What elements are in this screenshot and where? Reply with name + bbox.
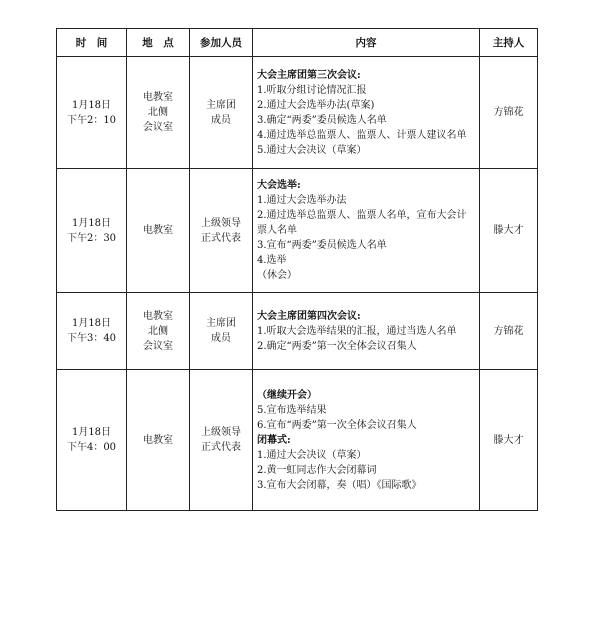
- place-cell: [127, 57, 190, 169]
- time-cell: [57, 370, 127, 511]
- time-text: 下午2：10: [66, 114, 117, 126]
- content-item: 4.通过选举总监票人、监票人、计票人建议名单: [257, 129, 467, 141]
- header-content: 内容: [253, 29, 480, 57]
- date-text: 1月18日: [71, 427, 112, 438]
- meeting-schedule-table: [56, 28, 538, 511]
- attendees-cell: [190, 57, 253, 169]
- content-item: 5.通过大会决议（草案）: [257, 144, 367, 156]
- place-line: 北侧: [148, 325, 168, 337]
- content-cell: [253, 57, 480, 169]
- content-item: 3.确定“两委”委员候选人名单: [257, 114, 387, 126]
- header-host: 主持人: [480, 29, 538, 57]
- table-row: [57, 169, 538, 293]
- time-cell: [57, 293, 127, 370]
- place-line: 电教室: [143, 225, 173, 236]
- table-row: [57, 293, 538, 370]
- content-item: 6.宣布“两委”第一次全体会议召集人: [257, 419, 417, 431]
- attendees-line: 上级领导: [201, 427, 241, 438]
- content-item: 5.宣布选举结果: [257, 404, 327, 416]
- table-row: [57, 370, 538, 511]
- place-cell: [127, 169, 190, 293]
- content-title: （继续开会）: [257, 389, 317, 401]
- attendees-line: 成员: [211, 333, 231, 344]
- attendees-cell: [190, 169, 253, 293]
- place-line: 电教室: [143, 434, 173, 446]
- content-item: 3.宣布“两委”委员候选人名单: [257, 240, 387, 251]
- date-text: 1月18日: [71, 99, 112, 111]
- content-item: 1.通过大会决议（草案）: [257, 449, 367, 461]
- content-title: 大会主席团第三次会议:: [257, 69, 361, 81]
- time-text: 下午4：00: [66, 442, 117, 453]
- header-time: 时 间: [57, 29, 127, 57]
- content-item: 3.宣布大会闭幕，奏（唱）《国际歌》: [257, 479, 422, 491]
- content-title: 闭幕式:: [257, 434, 291, 446]
- time-cell: [57, 57, 127, 169]
- header-row: [57, 29, 538, 57]
- content-cell: [253, 169, 480, 293]
- attendees-line: 主席团: [206, 99, 236, 111]
- attendees-line: 正式代表: [201, 442, 241, 453]
- time-text: 下午3：40: [66, 333, 117, 344]
- content-item: 2.通过选举总监票人、监票人名单，宣布大会计票人名单: [257, 210, 467, 236]
- content-item: 1.听取分组讨论情况汇报: [257, 84, 367, 96]
- content-title: 大会选举:: [257, 180, 301, 191]
- place-line: 电教室: [143, 310, 173, 322]
- content-title: 大会主席团第四次会议:: [257, 310, 361, 322]
- content-item: 2.通过大会选举办法(草案): [257, 99, 375, 111]
- attendees-line: 正式代表: [201, 232, 241, 244]
- attendees-line: 上级领导: [201, 217, 241, 229]
- place-cell: [127, 293, 190, 370]
- attendees-line: 成员: [211, 114, 231, 126]
- host-cell: 方锦花: [480, 57, 538, 169]
- place-line: 会议室: [143, 340, 173, 352]
- host-cell: 滕大才: [480, 169, 538, 293]
- header-attendees: 参加人员: [190, 29, 253, 57]
- content-cell: [253, 370, 480, 511]
- place-cell: [127, 370, 190, 511]
- content-item: 4.选举: [257, 255, 287, 266]
- content-item: 1.通过大会选举办法: [257, 195, 347, 206]
- date-text: 1月18日: [71, 318, 112, 329]
- place-line: 北侧: [148, 107, 168, 118]
- attendees-cell: [190, 370, 253, 511]
- time-text: 下午2：30: [66, 232, 117, 244]
- place-line: 会议室: [143, 122, 173, 133]
- place-line: 电教室: [143, 92, 173, 103]
- header-place: 地 点: [127, 29, 190, 57]
- attendees-line: 主席团: [206, 318, 236, 329]
- content-cell: [253, 293, 480, 370]
- host-cell: 方锦花: [480, 293, 538, 370]
- content-item: 1.听取大会选举结果的汇报，通过当选人名单: [257, 325, 457, 337]
- content-item: 2.确定“两委”第一次全体会议召集人: [257, 340, 417, 352]
- date-text: 1月18日: [71, 217, 112, 229]
- content-item: 2.黄一虹同志作大会闭幕词: [257, 464, 377, 476]
- table-row: [57, 57, 538, 169]
- time-cell: [57, 169, 127, 293]
- host-cell: 滕大才: [480, 370, 538, 511]
- attendees-cell: [190, 293, 253, 370]
- content-item: （休会）: [257, 270, 297, 281]
